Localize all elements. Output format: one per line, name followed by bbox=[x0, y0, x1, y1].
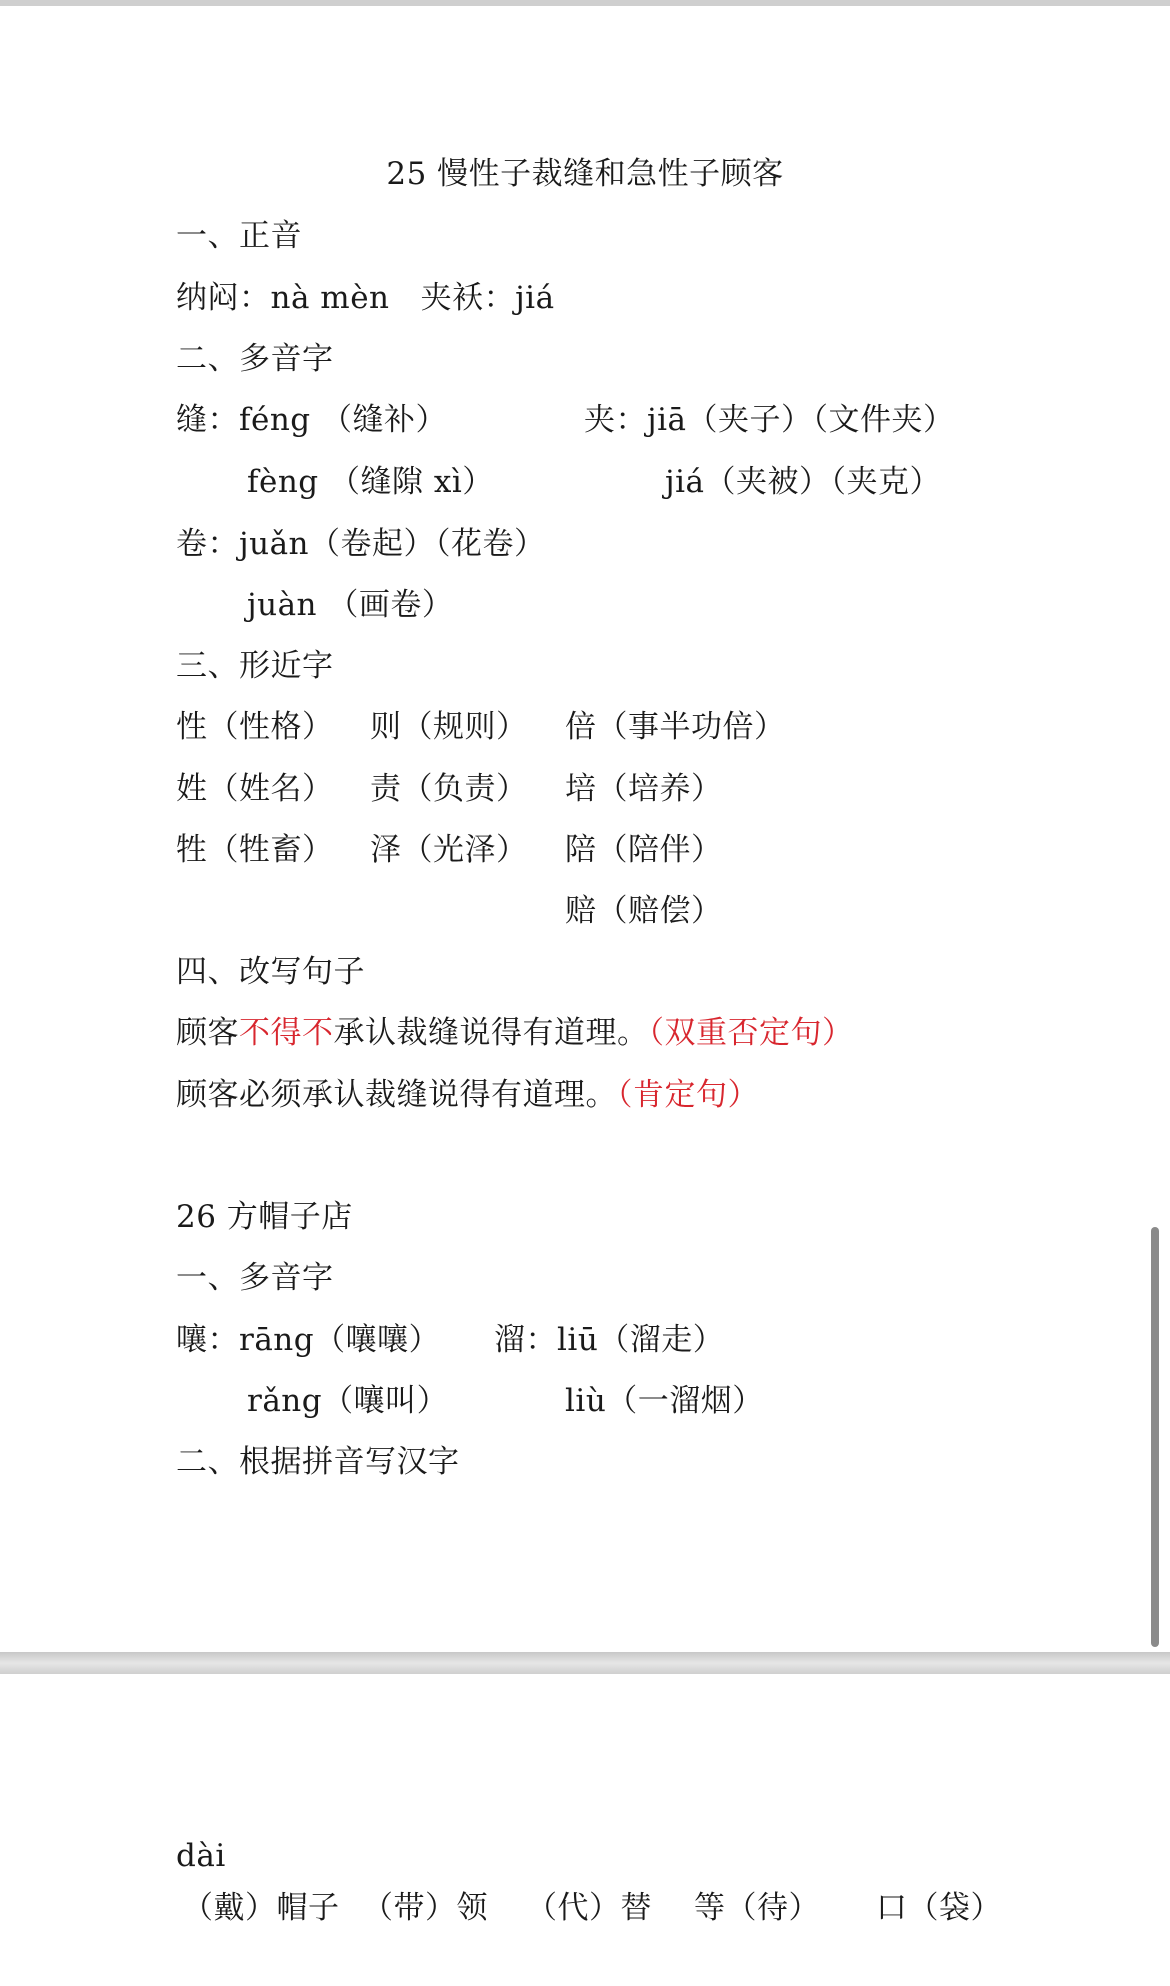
duoyin-liu-2: liù（一溜烟） bbox=[565, 1383, 764, 1419]
sentence2-note: （肯定句） bbox=[617, 1077, 759, 1113]
section-heading-duoyinzi: 二、多音字 bbox=[176, 341, 334, 377]
xingjin-row3-col3: 陪（陪伴） bbox=[565, 832, 723, 868]
zhengyin-line: 纳闷：nà mèn 夹袄：jiá bbox=[176, 280, 555, 316]
duoyin-juan-1: 卷：juǎn（卷起）（花卷） bbox=[176, 526, 546, 562]
xingjin-row2-col2: 责（负责） bbox=[370, 771, 528, 807]
duoyin-rang-1: 嚷：rāng（嚷嚷） bbox=[176, 1322, 441, 1358]
duoyin-feng-1: 缝：féng （缝补） bbox=[176, 402, 447, 438]
document-page-1 bbox=[0, 6, 1170, 1652]
sentence1-prefix: 顾客 bbox=[176, 1015, 239, 1051]
section-heading-gaixie: 四、改写句子 bbox=[176, 954, 365, 990]
duoyin-jia-2: jiá（夹被）（夹克） bbox=[665, 464, 942, 500]
xingjin-row1-col3: 倍（事半功倍） bbox=[565, 709, 786, 745]
xingjin-row1-col2: 则（规则） bbox=[370, 709, 528, 745]
xingjin-row4-col3: 赔（赔偿） bbox=[565, 893, 723, 929]
duoyin-juan-2: juàn （画卷） bbox=[247, 587, 454, 623]
sentence1-suffix: 承认裁缝说得有道理。 bbox=[333, 1015, 649, 1051]
xingjin-row1-col1: 性（性格） bbox=[176, 709, 334, 745]
rewrite-sentence-1 bbox=[176, 1013, 854, 1053]
lesson-25-title: 25 慢性子裁缝和急性子顾客 bbox=[386, 156, 784, 192]
sentence1-highlight: 不得不 bbox=[239, 1015, 334, 1051]
word-dai-2: （带）领 bbox=[362, 1890, 488, 1926]
duoyin-liu-1: 溜：liū（溜走） bbox=[494, 1322, 725, 1358]
xingjin-row3-col1: 牲（牲畜） bbox=[176, 832, 334, 868]
pinyin-dai: dài bbox=[176, 1838, 226, 1874]
rewrite-sentence-2 bbox=[176, 1075, 759, 1115]
page-separator bbox=[0, 1652, 1170, 1674]
word-dai-4: 等（待） bbox=[694, 1890, 820, 1926]
duoyin-jia-1: 夹：jiā（夹子）（文件夹） bbox=[584, 402, 955, 438]
section-heading-pinyin-hanzi: 二、根据拼音写汉字 bbox=[176, 1444, 460, 1480]
word-dai-5: 口（袋） bbox=[876, 1890, 1002, 1926]
sentence2-main: 顾客必须承认裁缝说得有道理。 bbox=[176, 1077, 617, 1113]
word-dai-3: （代）替 bbox=[526, 1890, 652, 1926]
lesson-26-title: 26 方帽子店 bbox=[176, 1199, 353, 1235]
xingjin-row2-col3: 培（培养） bbox=[565, 771, 723, 807]
section-heading-duoyinzi-2: 一、多音字 bbox=[176, 1260, 334, 1296]
sentence1-note: （双重否定句） bbox=[648, 1015, 854, 1051]
section-heading-zhengyin: 一、正音 bbox=[176, 218, 302, 254]
document-page-2 bbox=[0, 1674, 1170, 1986]
xingjin-row3-col2: 泽（光泽） bbox=[370, 832, 528, 868]
duoyin-feng-2: fèng （缝隙 xì） bbox=[247, 464, 494, 500]
xingjin-row2-col1: 姓（姓名） bbox=[176, 771, 334, 807]
word-dai-1: （戴）帽子 bbox=[182, 1890, 340, 1926]
section-heading-xingjinzi: 三、形近字 bbox=[176, 648, 334, 684]
duoyin-rang-2: rǎng（嚷叫） bbox=[247, 1383, 449, 1419]
scrollbar-thumb[interactable] bbox=[1151, 1227, 1159, 1647]
